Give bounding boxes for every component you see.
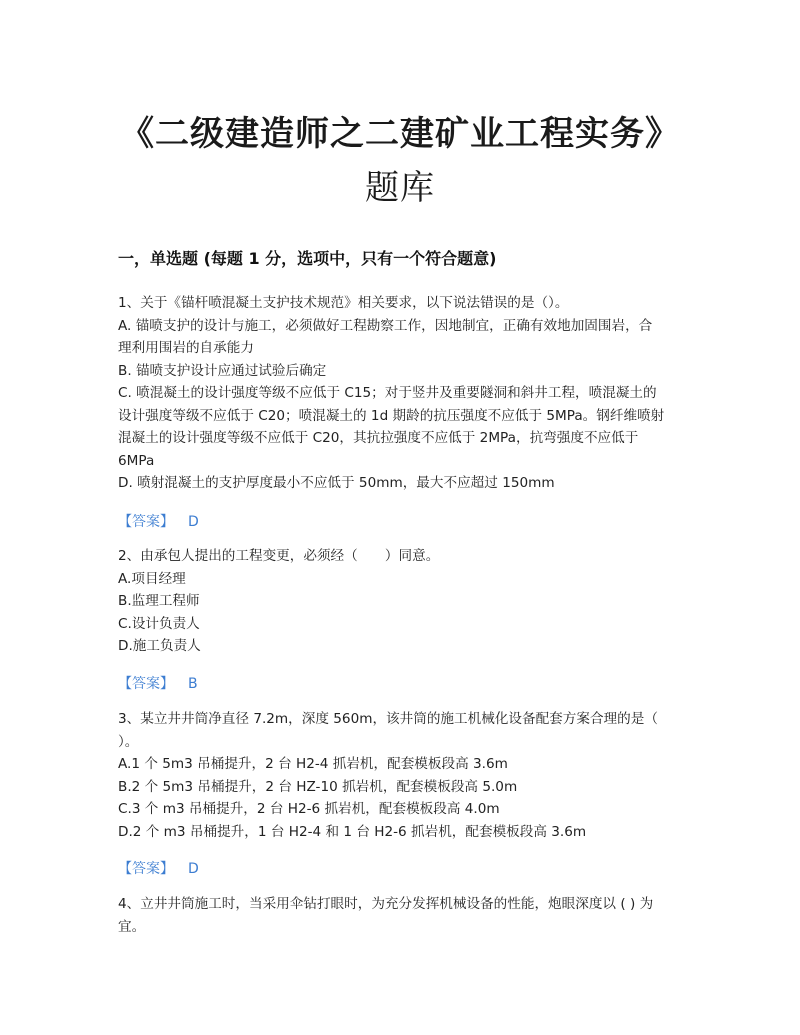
answer-label: 【答案】 xyxy=(118,514,174,530)
question-stem: 1、关于《锚杆喷混凝土支护技术规范》相关要求，以下说法错误的是（）。 xyxy=(118,295,569,311)
option-line: D.施工负责人 xyxy=(118,638,201,654)
option-line: A.1 个 5m3 吊桶提升，2 台 H2-4 抓岩机，配套模板段高 3.6m xyxy=(118,756,508,772)
section-heading: 一，单选题 (每题 1 分，选项中，只有一个符合题意) xyxy=(118,249,497,268)
option-line: B.2 个 5m3 吊桶提升，2 台 HZ-10 抓岩机，配套模板段高 5.0m xyxy=(118,778,518,795)
option-line: A.项目经理 xyxy=(118,570,186,587)
answer-label: 【答案】 xyxy=(118,861,174,877)
option-line: C.3 个 m3 吊桶提升，2 台 H2-6 抓岩机，配套模板段高 4.0m xyxy=(118,801,500,817)
option-line: 理利用围岩的自承能力 xyxy=(118,340,254,356)
question-stem: 2、由承包人提出的工程变更，必须经（ ）同意。 xyxy=(118,548,440,564)
question-4 xyxy=(118,893,688,938)
document-title-line2: 题库 xyxy=(365,168,435,208)
document-title: 《二级建造师之二建矿业工程实务》 xyxy=(120,114,680,154)
question-stem-cont: ）。 xyxy=(118,733,139,750)
option-line: 混凝土的设计强度等级不应低于 C20，其抗拉强度不应低于 2MPa，抗弯强度不应低于 xyxy=(118,430,639,446)
question-stem-cont: 宜。 xyxy=(118,918,146,935)
answer-value: D xyxy=(188,861,199,877)
question-stem: 4、立井井筒施工时，当采用伞钻打眼时，为充分发挥机械设备的性能，炮眼深度以 ( ) 为 xyxy=(118,896,654,912)
question-2 xyxy=(118,545,688,658)
question-1 xyxy=(118,292,688,495)
answer-value: D xyxy=(188,514,199,530)
question-stem: 3、某立井井筒净直径 7.2m，深度 560m，该井筒的施工机械化设备配套方案合理的是（ xyxy=(118,711,658,727)
question-3 xyxy=(118,708,688,843)
option-line: 设计强度等级不应低于 C20；喷混凝土的 1d 期龄的抗压强度不应低于 5MPa。钢纤维喷射 xyxy=(118,407,665,424)
option-line: A. 锚喷支护的设计与施工，必须做好工程勘察工作，因地制宜，正确有效地加固围岩，合 xyxy=(118,317,653,334)
answer-1 xyxy=(118,511,199,531)
option-line: D. 喷射混凝土的支护厚度最小不应低于 50mm，最大不应超过 150mm xyxy=(118,475,555,491)
option-line: C.设计负责人 xyxy=(118,615,200,632)
option-line: 6MPa xyxy=(118,452,155,469)
option-line: C. 喷混凝土的设计强度等级不应低于 C15；对于竖井及重要隧洞和斜井工程，喷混凝土的 xyxy=(118,385,657,401)
answer-2 xyxy=(118,673,198,693)
answer-label: 【答案】 xyxy=(118,676,174,692)
option-line: D.2 个 m3 吊桶提升，1 台 H2-4 和 1 台 H2-6 抓岩机，配套模板段高 3.6m xyxy=(118,823,587,840)
option-line: B.监理工程师 xyxy=(118,593,200,609)
answer-3 xyxy=(118,858,199,878)
option-line: B. 锚喷支护设计应通过试验后确定 xyxy=(118,362,327,379)
answer-value: B xyxy=(188,676,198,692)
